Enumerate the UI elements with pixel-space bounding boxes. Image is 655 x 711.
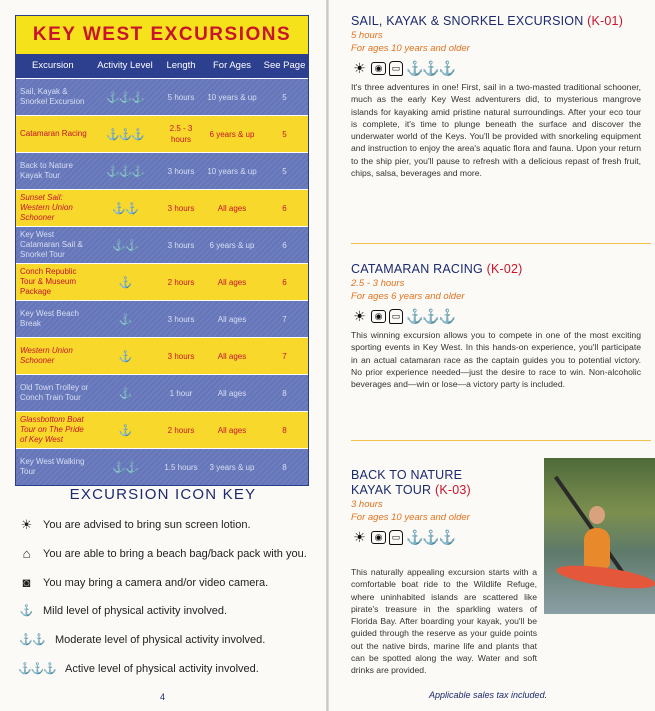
key-label: Mild level of physical activity involved.: [43, 604, 228, 617]
right-page: [329, 0, 655, 711]
anchor-icon: ⚓: [19, 605, 33, 617]
sun-icon: ☀: [20, 517, 32, 532]
key-item: [15, 662, 259, 675]
table-row: [16, 448, 308, 485]
excursion-name: Key West Walking Tour: [20, 457, 85, 476]
table-title: KEY WEST EXCURSIONS: [16, 16, 308, 54]
key-label: You may bring a camera and/or video camera.: [43, 576, 269, 589]
table-header: [16, 54, 308, 78]
section-length: 3 hours: [351, 499, 383, 510]
excursion-name: Old Town Trolley or Conch Train Tour: [20, 383, 89, 402]
double-anchor-icon: ⚓⚓: [19, 634, 45, 646]
excursion-name: Western Union Schooner: [20, 346, 73, 365]
kayaker-head: [589, 506, 605, 524]
page-cell: 6: [282, 277, 287, 287]
page-cell: 5: [282, 166, 287, 176]
sun-icon: ☀: [353, 529, 366, 545]
section-title: CATAMARAN RACING (K-02): [351, 262, 523, 276]
ages-cell: 6 years & up: [209, 129, 255, 139]
length-cell: 1 hour: [169, 388, 193, 398]
section-code: (K-02): [486, 262, 523, 276]
length-cell: 3 hours: [167, 314, 195, 324]
section-length: 2.5 - 3 hours: [351, 278, 405, 289]
excursion-name: Sail, Kayak & Snorkel Excursion: [20, 87, 85, 106]
page-cell: 8: [282, 388, 287, 398]
excursion-name: Back to Nature Kayak Tour: [20, 161, 73, 180]
section-code: (K-03): [434, 483, 471, 497]
table-row: [16, 300, 308, 337]
section-description: This winning excursion allows you to compete in one of the most exciting sporting events in Key West. In this hands-on experience, you'll participate in an actual catamaran race as the captain guides you to potential victory. No prior experience needed—just the desire to race to win. Non-alcoholic beverages and—win or lose—a victory party is included.: [351, 330, 641, 390]
page-cell: 6: [282, 203, 287, 213]
section-code: (K-01): [587, 14, 624, 28]
page-cell: 5: [282, 92, 287, 102]
key-label: You are advised to bring sun screen lotion.: [43, 519, 251, 531]
key-item: [15, 517, 251, 533]
section-icons: [351, 529, 537, 546]
header-length: Length: [166, 60, 196, 71]
backpack-icon: ⌂: [22, 546, 30, 561]
excursion-name: Key West Catamaran Sail & Snorkel Tour: [20, 230, 83, 259]
divider: [351, 440, 651, 441]
section-k03: [351, 468, 537, 550]
activity-level: ⚓⚓⚓: [105, 128, 145, 141]
table-row: [16, 152, 308, 189]
activity-level: ⚓: [118, 387, 132, 400]
page-cell: 8: [282, 462, 287, 472]
section-ages: For ages 10 years and older: [351, 512, 470, 523]
page-cell: 6: [282, 240, 287, 250]
length-cell: 3 hours: [167, 351, 195, 361]
activity-level: ⚓: [118, 424, 132, 437]
excursion-name: Conch Republic Tour & Museum Package: [20, 267, 77, 296]
ages-cell: 10 years & up: [207, 166, 257, 176]
triple-anchor-icon: ⚓⚓⚓: [17, 663, 57, 675]
triple-anchor-icon: ⚓⚓⚓: [406, 308, 456, 324]
camera-icon: ◉: [371, 531, 386, 544]
activity-level: ⚓: [118, 276, 132, 289]
activity-level: ⚓⚓⚓: [105, 91, 145, 104]
ages-cell: All ages: [217, 388, 247, 398]
header-ages: For Ages: [212, 60, 252, 71]
tax-note: Applicable sales tax included.: [429, 690, 548, 700]
divider: [351, 243, 651, 244]
key-item: [15, 604, 227, 617]
section-length: 5 hours: [351, 30, 383, 41]
section-k01: [351, 14, 641, 179]
section-title: SAIL, KAYAK & SNORKEL EXCURSION (K-01): [351, 14, 624, 28]
activity-level: ⚓⚓: [112, 202, 138, 215]
section-ages: For ages 10 years and older: [351, 43, 470, 54]
length-cell: 2.5 - 3 hours: [169, 124, 193, 144]
excursion-name: Key West Beach Break: [20, 309, 79, 328]
activity-level: ⚓⚓: [112, 461, 138, 474]
kayak-photo: [544, 458, 655, 614]
excursion-name: Sunset Sail: Western Union Schooner: [20, 193, 73, 222]
key-label: Moderate level of physical activity involved.: [55, 633, 266, 646]
length-cell: 3 hours: [167, 166, 195, 176]
table-row: [16, 115, 308, 152]
excursion-name: Glassbottom Boat Tour on The Pride of Key West: [20, 415, 84, 444]
page-cell: 5: [282, 129, 287, 139]
page-cell: 7: [282, 314, 287, 324]
section-k02: [351, 262, 641, 390]
excursion-name: Catamaran Racing: [20, 129, 87, 138]
ages-cell: All ages: [217, 425, 247, 435]
key-item: [15, 575, 268, 590]
camera-icon: ◉: [371, 310, 386, 323]
header-activity: Activity Level: [97, 60, 153, 71]
key-item: [15, 546, 307, 561]
camera-icon: ◉: [371, 62, 386, 75]
activity-level: ⚓⚓: [112, 239, 138, 252]
ages-cell: 3 years & up: [209, 462, 255, 472]
page-cell: 7: [282, 351, 287, 361]
table-row: [16, 226, 308, 263]
header-excursion: Excursion: [32, 60, 74, 71]
length-cell: 2 hours: [167, 425, 195, 435]
table-row: [16, 374, 308, 411]
left-page: [0, 0, 326, 711]
activity-level: ⚓: [118, 313, 132, 326]
triple-anchor-icon: ⚓⚓⚓: [406, 60, 456, 76]
ages-cell: 10 years & up: [207, 92, 257, 102]
ages-cell: All ages: [217, 351, 247, 361]
section-icons: [351, 308, 641, 325]
table-row: [16, 78, 308, 115]
ages-cell: All ages: [217, 203, 247, 213]
kayaker-body: [584, 528, 610, 568]
table-row: [16, 263, 308, 300]
sun-icon: ☀: [353, 60, 366, 76]
length-cell: 2 hours: [167, 277, 195, 287]
ages-cell: 6 years & up: [209, 240, 255, 250]
key-label: You are able to bring a beach bag/back pack with you.: [43, 547, 307, 560]
triple-anchor-icon: ⚓⚓⚓: [406, 529, 456, 545]
key-item: [15, 633, 265, 646]
table-row: [16, 411, 308, 448]
section-description: It's three adventures in one! First, sail in a two-masted traditional schooner, much as the early Key West adventurers did, to mysterious mangrove islands for kayaking amid pristine natural surroundings. After your eco tour is complete, it's time to plunge beneath the surface and discover the underwater world of the Keys. You'll be provided with snorkeling equipment and instruction to enjoy the area's aquatic flora and fauna. Upon your return to the ship pier, you'll pause to refresh with a delicious repast of fresh fruit, chips, salsa, beverages and more.: [351, 82, 641, 179]
section-icons: [351, 60, 641, 77]
section-title: BACK TO NATURE KAYAK TOUR (K-03): [351, 468, 471, 497]
ages-cell: All ages: [217, 277, 247, 287]
length-cell: 1.5 hours: [164, 462, 198, 472]
key-label: Active level of physical activity involved.: [65, 662, 259, 675]
length-cell: 3 hours: [167, 203, 195, 213]
backpack-icon: ▭: [389, 530, 403, 545]
ages-cell: All ages: [217, 314, 247, 324]
icon-key-title: EXCURSION ICON KEY: [69, 486, 257, 503]
section-ages: For ages 6 years and older: [351, 291, 465, 302]
table-row: [16, 189, 308, 226]
table-row: [16, 337, 308, 374]
section-description-k03: This naturally appealing excursion starts with a comfortable boat ride to the Wildlife Refuge, where uninhabited islands are scattered like pirate's treasure in the sparkling waters of Florida Bay. After boarding your kayak, you'll be guided through the reserve as your guide points out the native birds, marine life and plants that can be spotted along the way. Water and soft drinks are provided.: [351, 567, 537, 676]
sun-icon: ☀: [353, 308, 366, 324]
page-cell: 8: [282, 425, 287, 435]
length-cell: 5 hours: [167, 92, 195, 102]
excursions-table: [15, 15, 309, 486]
header-page: See Page: [263, 60, 306, 71]
camera-icon: ◙: [22, 575, 30, 590]
page-number: 4: [160, 692, 166, 702]
backpack-icon: ▭: [389, 61, 403, 76]
activity-level: ⚓: [118, 350, 132, 363]
activity-level: ⚓⚓⚓: [105, 165, 145, 178]
length-cell: 3 hours: [167, 240, 195, 250]
backpack-icon: ▭: [389, 309, 403, 324]
